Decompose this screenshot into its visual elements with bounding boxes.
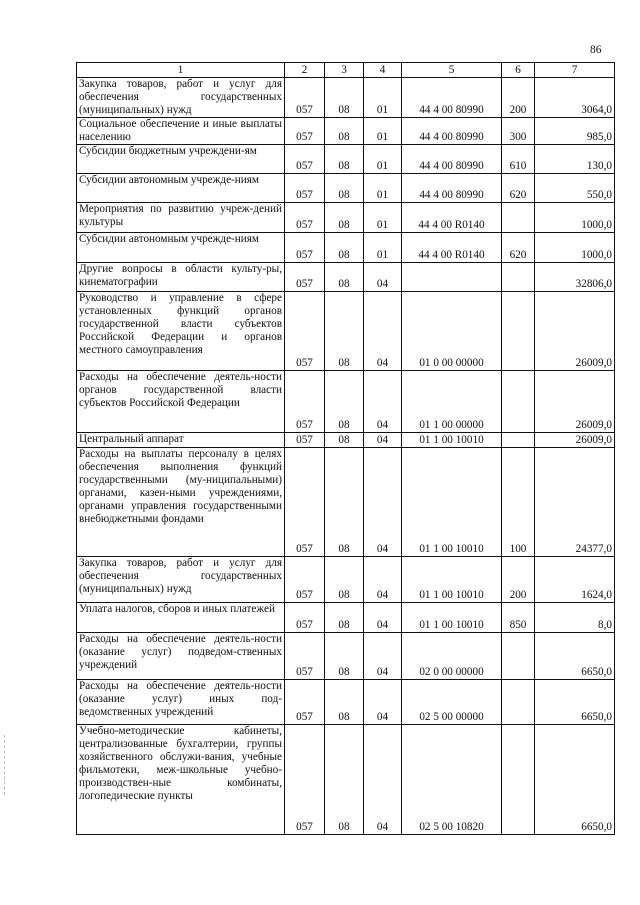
column-header: 6 [502, 63, 535, 78]
cell-section: 08 [325, 174, 364, 203]
cell-target: 44 4 00 80990 [402, 118, 502, 145]
column-header: 3 [325, 63, 364, 78]
cell-ministry: 057 [285, 78, 325, 118]
row-name: Субсидии автономным учрежде-ниям [77, 174, 285, 203]
cell-ministry: 057 [285, 557, 325, 603]
row-name: Расходы на обеспечение деятель-ности органов государственной власти субъектов Российской Федерации [77, 371, 285, 433]
cell-ministry: 057 [285, 371, 325, 433]
cell-target: 01 1 00 10010 [402, 433, 502, 448]
table-row [77, 292, 615, 371]
cell-target: 01 1 00 10010 [402, 603, 502, 633]
cell-subsection: 04 [364, 292, 402, 371]
cell-target: 01 1 00 00000 [402, 371, 502, 433]
cell-ministry: 057 [285, 633, 325, 680]
row-name: Учебно-методические кабинеты, централизованные бухгалтерии, группы хозяйственного обслужи-вания, учебные фильмотеки, меж-школьные учебно-производствен-ные комбинаты, логопедические пункты [77, 725, 285, 835]
cell-section: 08 [325, 633, 364, 680]
row-name: Расходы на обеспечение деятель-ности (оказание услуг) подведом-ственных учреждений [77, 633, 285, 680]
cell-ministry: 057 [285, 233, 325, 263]
cell-amount: 130,0 [535, 145, 615, 174]
cell-expense-type: 620 [502, 174, 535, 203]
cell-target: 44 4 00 R0140 [402, 233, 502, 263]
table-row [77, 145, 615, 174]
cell-expense-type [502, 263, 535, 292]
cell-subsection: 01 [364, 203, 402, 233]
cell-target [402, 263, 502, 292]
row-name: Закупка товаров, работ и услуг для обеспечения государственных (муниципальных) нужд [77, 78, 285, 118]
cell-amount: 8,0 [535, 603, 615, 633]
row-name: Расходы на обеспечение деятель-ности (оказание услуг) иных под-ведомственных учреждений [77, 680, 285, 725]
cell-subsection: 04 [364, 725, 402, 835]
cell-expense-type: 100 [502, 448, 535, 557]
cell-target: 44 4 00 80990 [402, 145, 502, 174]
column-header: 1 [77, 63, 285, 78]
cell-target: 01 1 00 10010 [402, 448, 502, 557]
row-name: Другие вопросы в области культу-ры, кинематографии [77, 263, 285, 292]
table-row [77, 263, 615, 292]
table-row [77, 633, 615, 680]
table-row [77, 78, 615, 118]
cell-ministry: 057 [285, 263, 325, 292]
cell-subsection: 04 [364, 603, 402, 633]
cell-subsection: 04 [364, 633, 402, 680]
cell-section: 08 [325, 233, 364, 263]
cell-expense-type [502, 203, 535, 233]
cell-amount: 1624,0 [535, 557, 615, 603]
table-row [77, 557, 615, 603]
table-row [77, 174, 615, 203]
cell-section: 08 [325, 371, 364, 433]
row-name: Центральный аппарат [77, 433, 285, 448]
cell-section: 08 [325, 145, 364, 174]
cell-target: 02 0 00 00000 [402, 633, 502, 680]
cell-expense-type: 200 [502, 78, 535, 118]
cell-subsection: 04 [364, 680, 402, 725]
row-name: Субсидии бюджетным учреждени-ям [77, 145, 285, 174]
table-row [77, 203, 615, 233]
cell-subsection: 01 [364, 145, 402, 174]
cell-subsection: 01 [364, 118, 402, 145]
cell-target: 44 4 00 80990 [402, 174, 502, 203]
row-name: Расходы на выплаты персоналу в целях обеспечения выполнения функций государственными (му-ниципальными) органами, казен-ными учреждениями, органами управления государственными внебюджетными фондами [77, 448, 285, 557]
cell-expense-type [502, 292, 535, 371]
header-row [77, 63, 615, 78]
cell-subsection: 01 [364, 233, 402, 263]
cell-subsection: 04 [364, 371, 402, 433]
cell-expense-type: 610 [502, 145, 535, 174]
cell-expense-type: 850 [502, 603, 535, 633]
column-header: 5 [402, 63, 502, 78]
cell-subsection: 01 [364, 78, 402, 118]
cell-expense-type: 200 [502, 557, 535, 603]
cell-amount: 550,0 [535, 174, 615, 203]
cell-section: 08 [325, 292, 364, 371]
cell-expense-type: 620 [502, 233, 535, 263]
cell-section: 08 [325, 603, 364, 633]
cell-amount: 26009,0 [535, 371, 615, 433]
table-row [77, 371, 615, 433]
budget-table [76, 62, 615, 835]
cell-expense-type [502, 433, 535, 448]
cell-amount: 985,0 [535, 118, 615, 145]
cell-target: 01 1 00 10010 [402, 557, 502, 603]
cell-amount: 6650,0 [535, 633, 615, 680]
row-name: Закупка товаров, работ и услуг для обеспечения государственных (муниципальных) нужд [77, 557, 285, 603]
cell-ministry: 057 [285, 174, 325, 203]
cell-section: 08 [325, 557, 364, 603]
row-name: Руководство и управление в сфере установленных функций органов государственной власти субъектов Российской Федерации и органов местного самоуправления [77, 292, 285, 371]
cell-subsection: 04 [364, 433, 402, 448]
cell-ministry: 057 [285, 145, 325, 174]
row-name: Субсидии автономным учрежде-ниям [77, 233, 285, 263]
table-row [77, 433, 615, 448]
cell-subsection: 04 [364, 448, 402, 557]
margin-mark [4, 735, 6, 795]
cell-amount: 32806,0 [535, 263, 615, 292]
cell-amount: 1000,0 [535, 233, 615, 263]
cell-expense-type [502, 371, 535, 433]
table-row [77, 448, 615, 557]
cell-ministry: 057 [285, 433, 325, 448]
cell-section: 08 [325, 263, 364, 292]
table-row [77, 118, 615, 145]
cell-amount: 6650,0 [535, 725, 615, 835]
cell-ministry: 057 [285, 292, 325, 371]
cell-target: 44 4 00 R0140 [402, 203, 502, 233]
cell-section: 08 [325, 433, 364, 448]
cell-amount: 6650,0 [535, 680, 615, 725]
cell-ministry: 057 [285, 448, 325, 557]
cell-ministry: 057 [285, 603, 325, 633]
cell-expense-type [502, 680, 535, 725]
table-row [77, 603, 615, 633]
row-name: Социальное обеспечение и иные выплаты населению [77, 118, 285, 145]
page-number: 86 [590, 44, 602, 56]
cell-target: 44 4 00 80990 [402, 78, 502, 118]
table-row [77, 233, 615, 263]
cell-subsection: 04 [364, 263, 402, 292]
cell-expense-type [502, 725, 535, 835]
cell-section: 08 [325, 118, 364, 145]
cell-expense-type [502, 633, 535, 680]
cell-section: 08 [325, 78, 364, 118]
column-header: 4 [364, 63, 402, 78]
cell-section: 08 [325, 680, 364, 725]
cell-amount: 3064,0 [535, 78, 615, 118]
cell-amount: 26009,0 [535, 292, 615, 371]
row-name: Уплата налогов, сборов и иных платежей [77, 603, 285, 633]
column-header: 2 [285, 63, 325, 78]
cell-ministry: 057 [285, 680, 325, 725]
cell-amount: 1000,0 [535, 203, 615, 233]
cell-ministry: 057 [285, 118, 325, 145]
cell-section: 08 [325, 448, 364, 557]
row-name: Мероприятия по развитию учреж-дений культуры [77, 203, 285, 233]
cell-target: 01 0 00 00000 [402, 292, 502, 371]
table-row [77, 725, 615, 835]
column-header: 7 [535, 63, 615, 78]
cell-target: 02 5 00 10820 [402, 725, 502, 835]
cell-amount: 26009,0 [535, 433, 615, 448]
cell-expense-type: 300 [502, 118, 535, 145]
cell-target: 02 5 00 00000 [402, 680, 502, 725]
cell-amount: 24377,0 [535, 448, 615, 557]
cell-section: 08 [325, 725, 364, 835]
cell-subsection: 01 [364, 174, 402, 203]
cell-subsection: 04 [364, 557, 402, 603]
table-row [77, 680, 615, 725]
cell-section: 08 [325, 203, 364, 233]
cell-ministry: 057 [285, 203, 325, 233]
cell-ministry: 057 [285, 725, 325, 835]
